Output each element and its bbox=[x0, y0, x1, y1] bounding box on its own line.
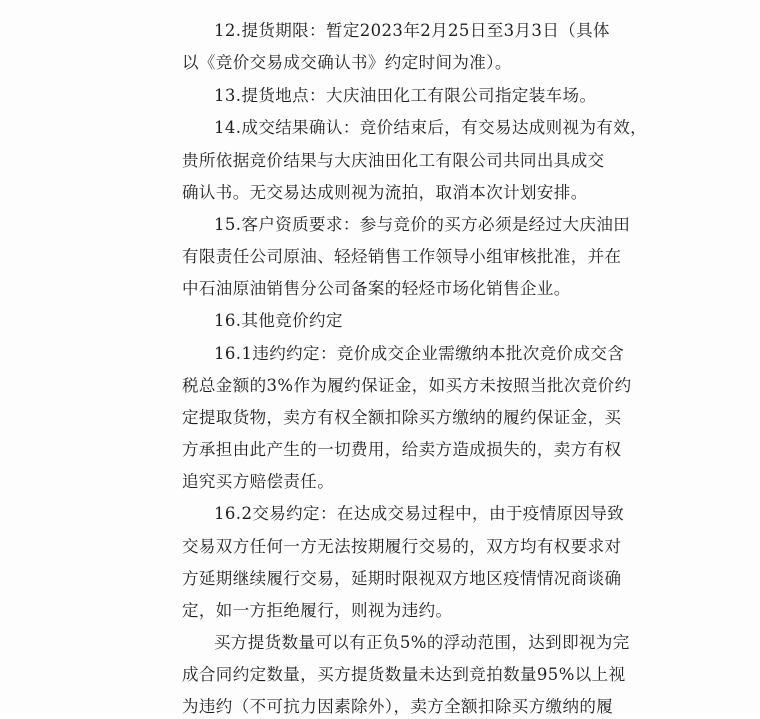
clause-16-2-line-3: 方延期继续履行交易，延期时限视双方地区疫情情况商谈确 bbox=[182, 569, 622, 588]
clause-16-2-line-4: 定，如一方拒绝履行，则视为违约。 bbox=[182, 601, 453, 620]
clause-15-line-1: 15.客户资质要求：参与竞价的买方必须是经过大庆油田 bbox=[214, 215, 631, 234]
clause-16-1-line-4: 方承担由此产生的一切费用，给卖方造成损失的，卖方有权 bbox=[182, 440, 622, 459]
clause-16-2-line-1: 16.2交易约定：在达成交易过程中，由于疫情原因导致 bbox=[214, 504, 625, 523]
clause-16-1-line-3: 定提取货物，卖方有权全额扣除买方缴纳的履约保证金，买 bbox=[182, 408, 622, 427]
quantity-line-3: 为违约（不可抗力因素除外），卖方全额扣除买方缴纳的履 bbox=[182, 697, 614, 716]
clause-15-line-2: 有限责任公司原油、轻烃销售工作领导小组审核批准，并在 bbox=[182, 247, 622, 266]
quantity-line-2: 成合同约定数量，买方提货数量未达到竞拍数量95%以上视 bbox=[182, 665, 626, 684]
clause-14-line-2: 贵所依据竞价结果与大庆油田化工有限公司共同出具成交 bbox=[182, 151, 605, 170]
clause-12-line-1: 12.提货期限：暂定2023年2月25日至3月3日（具体 bbox=[214, 21, 610, 40]
clause-16-heading: 16.其他竞价约定 bbox=[214, 311, 343, 330]
clause-14-line-1: 14.成交结果确认：竞价结束后，有交易达成则视为有效， bbox=[214, 118, 648, 137]
clause-12-line-2: 以《竞价交易成交确认书》约定时间为准）。 bbox=[182, 53, 512, 72]
clause-14-line-3: 确认书。无交易达成则视为流拍，取消本次计划安排。 bbox=[182, 183, 588, 202]
clause-16-1-line-2: 税总金额的3%作为履约保证金，如买方未按照当批次竞价约 bbox=[182, 376, 632, 395]
clause-15-line-3: 中石油原油销售分公司备案的轻烃市场化销售企业。 bbox=[182, 279, 571, 298]
clause-16-1-line-1: 16.1违约约定：竞价成交企业需缴纳本批次竞价成交含 bbox=[214, 344, 625, 363]
quantity-line-1: 买方提货数量可以有正负5%的浮动范围，达到即视为完 bbox=[214, 633, 630, 652]
clause-13-line-1: 13.提货地点：大庆油田化工有限公司指定装车场。 bbox=[214, 86, 597, 105]
clause-16-2-line-2: 交易双方任何一方无法按期履行交易的，双方均有权要求对 bbox=[182, 537, 622, 556]
clause-16-1-line-5: 追究买方赔偿责任。 bbox=[182, 472, 335, 491]
